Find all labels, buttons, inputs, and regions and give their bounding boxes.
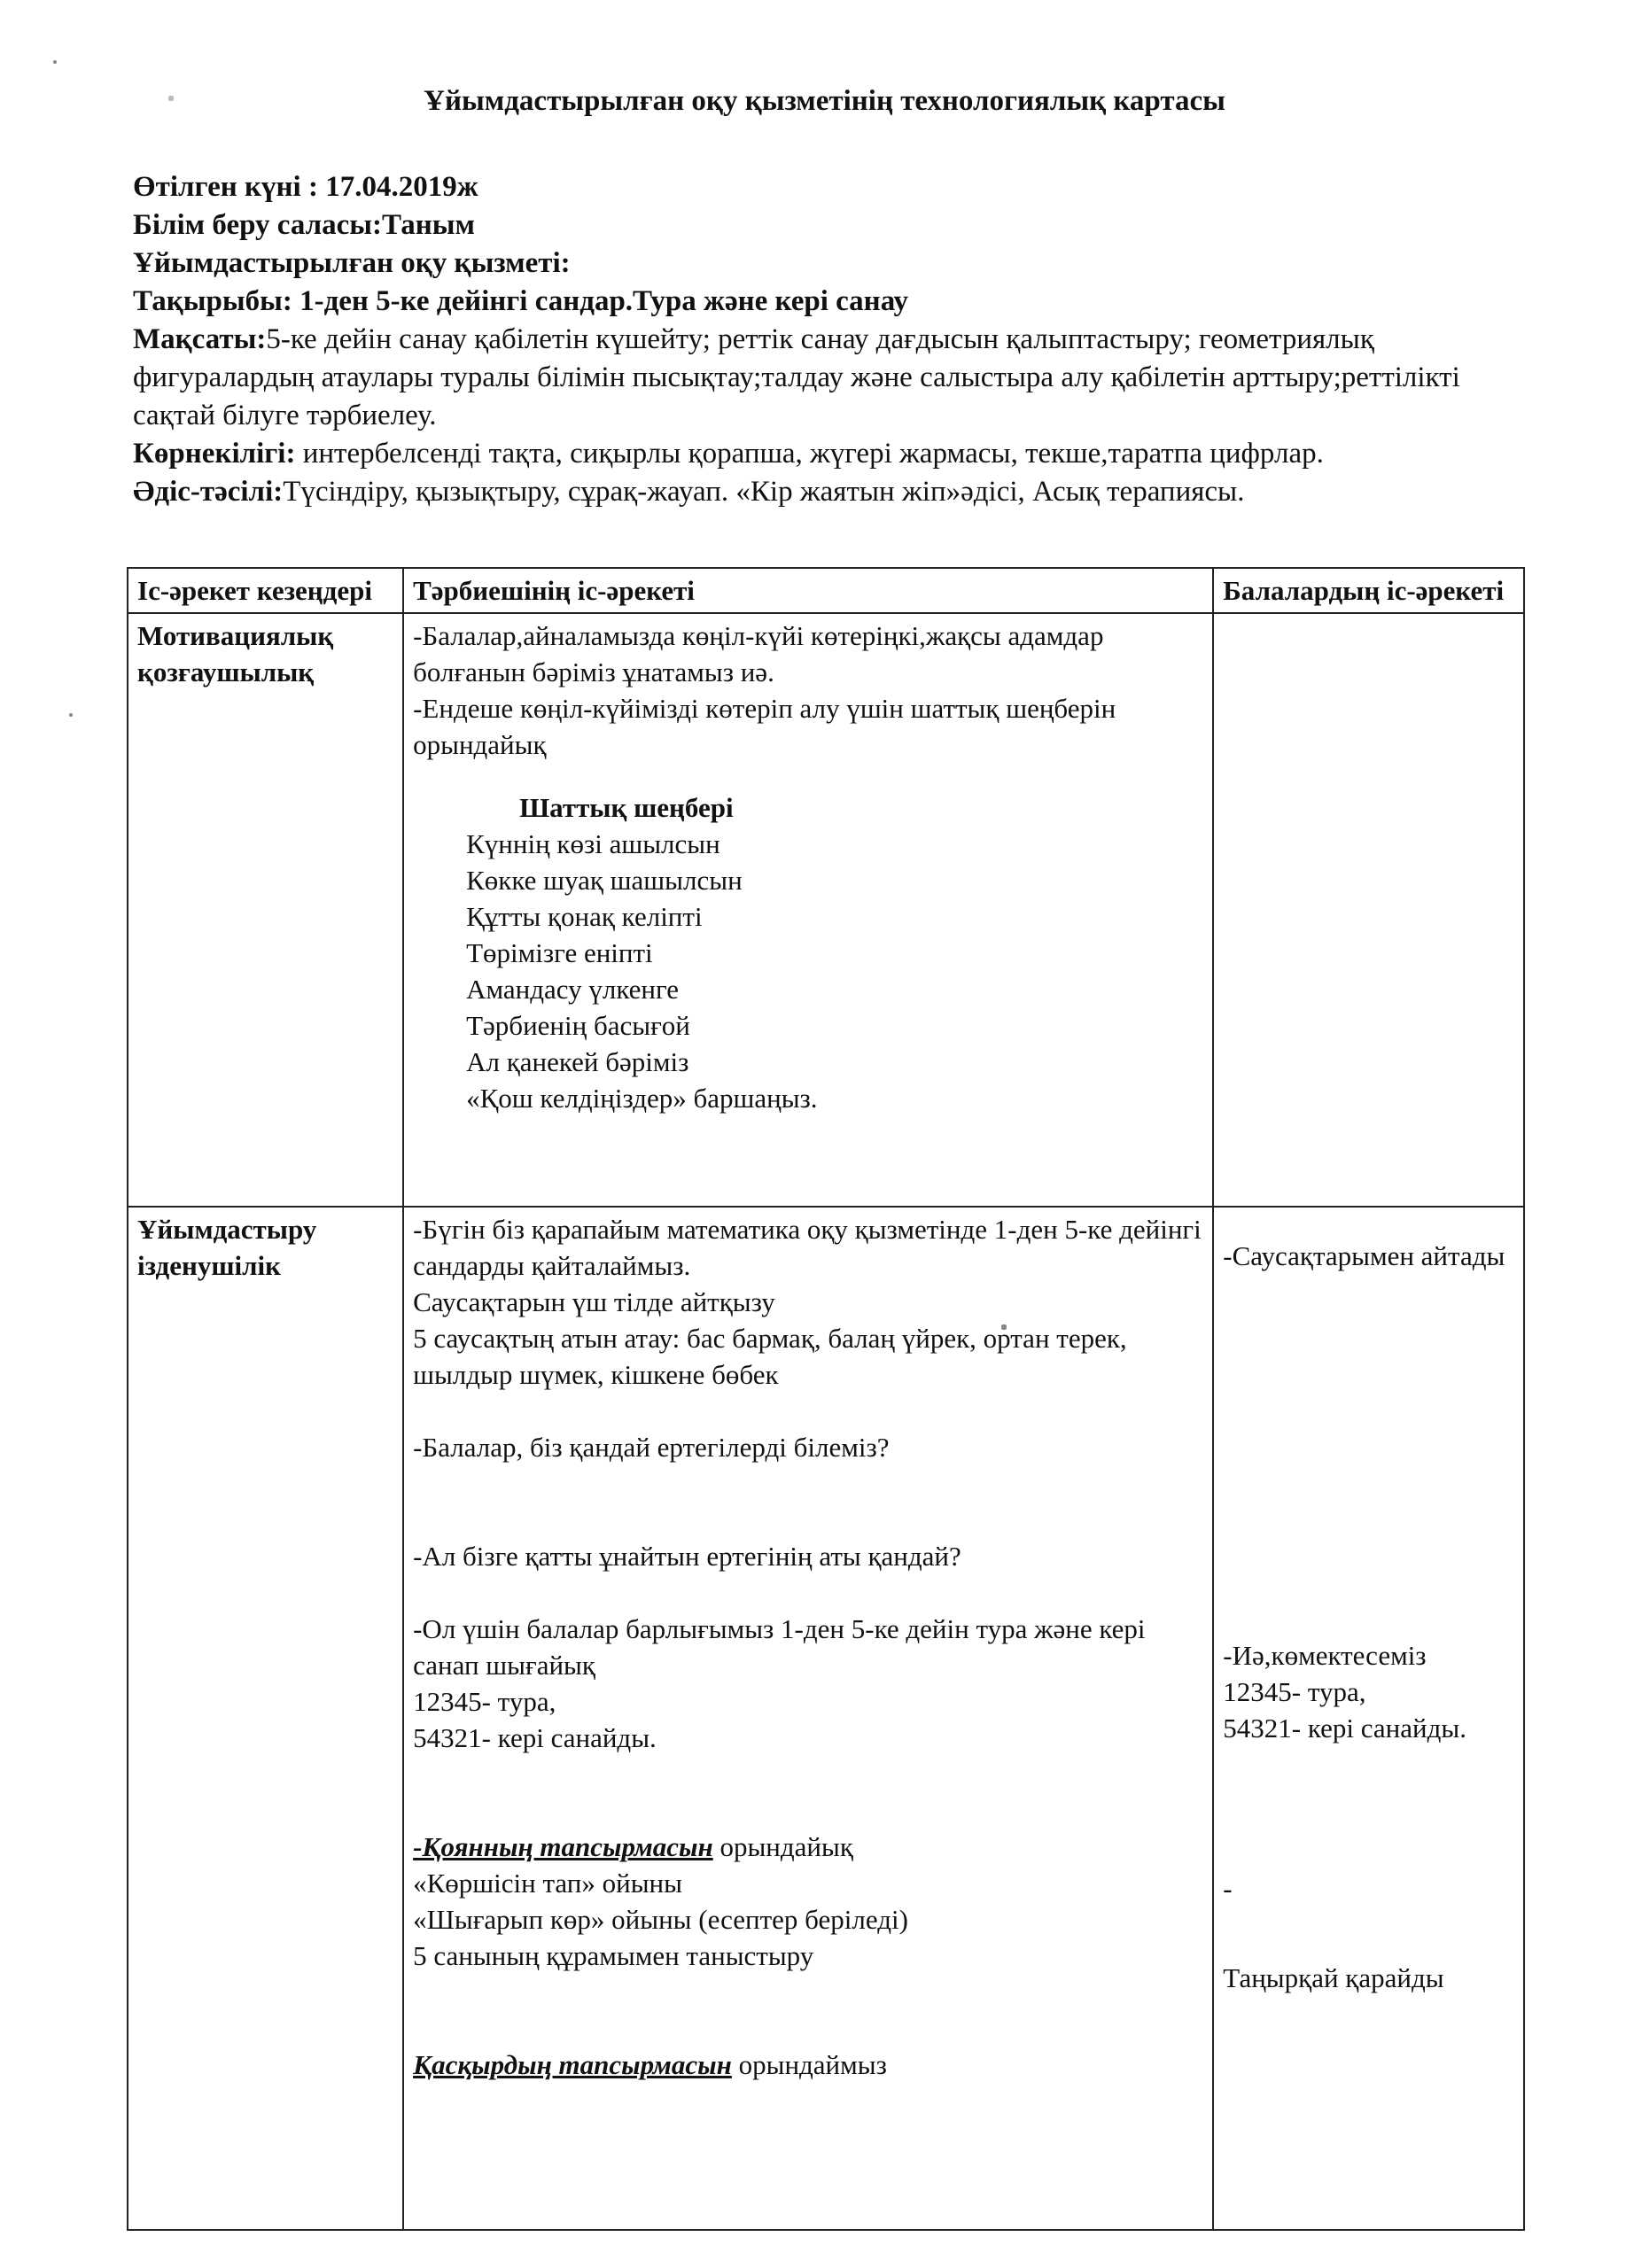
teacher-text (413, 1829, 1203, 1865)
teacher-cell (403, 613, 1213, 1207)
date-line: Өтілген күні : 17.04.2019ж (133, 171, 478, 203)
kids-text: -Саусақтарымен айтады (1223, 1240, 1505, 1271)
poem-line: «Қош келдіңіздер» баршаңыз. (466, 1083, 818, 1114)
stage-cell: Ұйымдастыру ізденушілік (128, 1207, 403, 2230)
task-hare: -Қоянның тапсырмасын (413, 1831, 713, 1862)
kids-cell (1213, 613, 1524, 1207)
method-label: Әдіс-тәсілі: (133, 476, 284, 508)
teacher-text (413, 2047, 1203, 2083)
teacher-text: Саусақтарын үш тілде айтқызу (413, 1286, 775, 1317)
kids-text: 54321- кері санайды. (1223, 1713, 1466, 1744)
teacher-text: -Ол үшін балалар барлығымыз 1-ден 5-ке дейін тура және кері санап шығайық (413, 1613, 1146, 1681)
scan-speck (53, 60, 57, 64)
area-line: Білім беру саласы:Таным (133, 209, 475, 241)
goal-line (133, 321, 1515, 435)
table-row (128, 1207, 1524, 2230)
goal-label: Мақсаты: (133, 323, 267, 355)
header-stage: Іс-әрекет кезеңдері (128, 568, 403, 613)
visual-text: интербелсенді тақта, сиқырлы қорапша, жүгері жармасы, текше,таратпа цифрлар. (295, 438, 1324, 470)
teacher-text: -Балалар,айналамызда көңіл-күйі көтеріңкі,жақсы адамдар болғанын бәріміз ұнатамыз иә. (413, 620, 1104, 687)
task-hare-rest: орындайық (712, 1831, 853, 1862)
teacher-text: «Көршісін тап» ойыны (413, 1868, 682, 1899)
teacher-text: 12345- тура, (413, 1686, 556, 1717)
kids-text: Таңырқай қарайды (1223, 1962, 1444, 1993)
table-row (128, 613, 1524, 1207)
kids-text: -Иә,көмектесеміз (1223, 1640, 1427, 1671)
teacher-text: -Бүгін біз қарапайым математика оқу қызметінде 1-ден 5-ке дейінгі сандарды қайталаймыз. (413, 1214, 1202, 1281)
topic-line: Тақырыбы: 1-ден 5-ке дейінгі сандар.Тура және кері санау (133, 285, 909, 317)
header-teacher: Тәрбиешінің іс-әрекеті (403, 568, 1213, 613)
poem-line: Төрімізге еніпті (466, 937, 653, 968)
teacher-text: -Балалар, біз қандай ертегілерді білеміз? (413, 1432, 890, 1463)
visual-label: Көрнекілігі: (133, 438, 296, 470)
poem-line: Құтты қонақ келіпті (466, 901, 703, 932)
teacher-text: «Шығарып көр» ойыны (есептер беріледі) (413, 1904, 908, 1935)
method-line (133, 473, 1515, 511)
teacher-text: -Ал бізге қатты ұнайтын ертегінің аты қандай? (413, 1541, 961, 1572)
stage-cell: Мотивациялық қозғаушылық (128, 613, 403, 1207)
poem-line: Көкке шуақ шашылсын (466, 865, 743, 896)
document-title: Ұйымдастырылған оқу қызметінің технологиялық картасы (424, 85, 1225, 117)
goal-text: 5-ке дейін санау қабілетін күшейту; реттік санау дағдысын қалыптастыру; геометриялық фигуралардың атаулары туралы білімін пысықтау;талдау және салыстыра алу қабілетін арттыру;реттілікті сақтай білуге тәрбиелеу. (133, 323, 1460, 431)
poem-line: Ал қанекей бәріміз (466, 1046, 689, 1077)
poem-line: Амандасу үлкенге (466, 974, 680, 1005)
poem-title: Шаттық шеңбері (519, 792, 734, 823)
lesson-info (133, 168, 1515, 511)
visual-line (133, 435, 1515, 473)
kids-text: - (1223, 1873, 1233, 1904)
header-kids: Балалардың іс-әрекеті (1213, 568, 1524, 613)
lesson-plan-table (127, 567, 1525, 2231)
teacher-text: 5 санының құрамымен таныстыру (413, 1940, 814, 1971)
table-header-row (128, 568, 1524, 613)
teacher-text: -Ендеше көңіл-күйімізді көтеріп алу үшін шаттық шеңберін орындайық (413, 693, 1116, 760)
method-text: Түсіндіру, қызықтыру, сұрақ-жауап. «Кір жаятын жіп»әдісі, Асық терапиясы. (283, 476, 1245, 508)
task-wolf: Қасқырдың тапсырмасын (413, 2049, 732, 2080)
task-wolf-rest: орындаймыз (731, 2049, 887, 2080)
poem-line: Тәрбиенің басығой (466, 1010, 690, 1041)
poem-line: Күннің көзі ашылсын (466, 828, 720, 859)
poem (413, 826, 1203, 1116)
teacher-text: 54321- кері санайды. (413, 1722, 657, 1753)
kids-cell (1213, 1207, 1524, 2230)
activity-line: Ұйымдастырылған оқу қызметі: (133, 247, 571, 279)
scan-speck (69, 713, 73, 717)
teacher-cell (403, 1207, 1213, 2230)
teacher-text: 5 саусақтың атын атау: бас бармақ, балаң үйрек, ортан терек, шылдыр шүмек, кішкене бөбек (413, 1323, 1127, 1390)
kids-text: 12345- тура, (1223, 1676, 1366, 1707)
